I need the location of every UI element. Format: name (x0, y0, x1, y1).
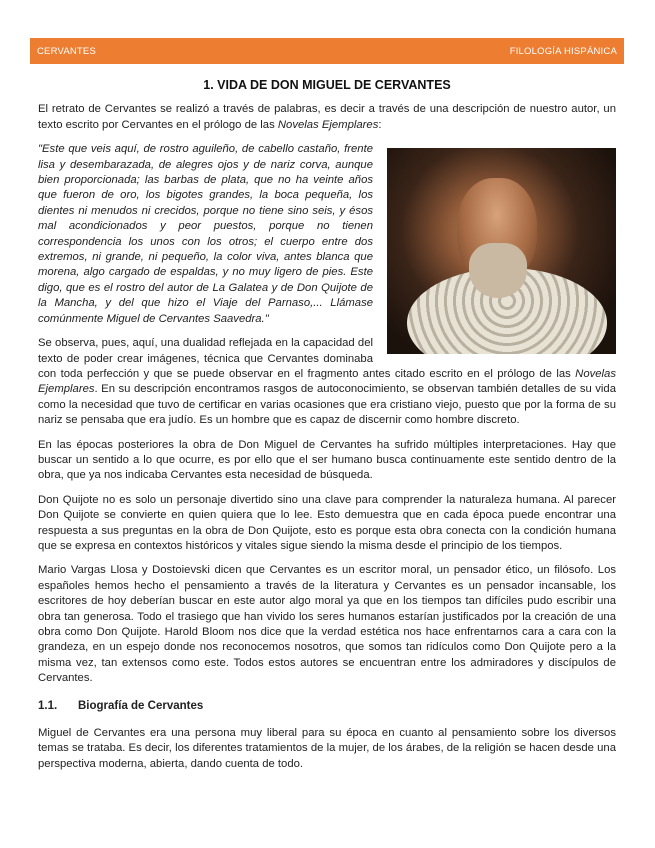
quote-paragraph: "Este que veis aquí, de rostro aguileño, de cabello castaño, frente lisa y desembarazada, de alegres ojos y de nariz corva, aunque bien proporcionada; las barbas de plata, que no ha veinte años que fueron de oro, los bigotes grandes, la boca pequeña, los dientes ni menudos ni crecidos, porque no tiene sino seis, y ésos mal acondicionados y peor puestos, porque no tienen correspondencia los unos con los otros; el cuerpo entre dos extremos, ni grande, ni pequeño, la color viva, antes blanca que morena, algo cargado de espaldas, y no muy ligero de pies. Este digo, que es el rostro del autor de La Galatea y de Don Quijote de la Mancha, y del que hizo el Viaje del Parnaso,... Llámase comúnmente Miguel de Cervantes Saavedra." (38, 143, 373, 325)
page-header (30, 38, 624, 64)
document-body (38, 78, 616, 781)
p2-text-a: Se observa, pues, aquí, una dualidad reflejada en la capacidad del texto de poder crear imágenes, técnica que Cervantes dominaba con toda perfección y que se puede observar en el fragmento antes citado escrito en el prólogo de las (38, 337, 576, 380)
section-heading (38, 699, 616, 714)
header-left: CERVANTES (37, 45, 96, 57)
paragraph-3: En las épocas posteriores la obra de Don Miguel de Cervantes ha sufrido múltiples interpretaciones. Hay que buscar un sentido a lo que ocurre, es por ello que el ser humano busca continuamente este sentido dentro de la obra, que ya nos indicaba Cervantes esta necesidad de búsqueda. (38, 438, 616, 482)
header-right: FILOLOGÍA HISPÁNICA (509, 45, 617, 57)
section-number: 1.1. (38, 699, 58, 712)
intro-paragraph (38, 102, 616, 133)
section-title: Biografía de Cervantes (78, 699, 204, 712)
intro-italic: Novelas Ejemplares (277, 118, 379, 131)
page-title: 1. VIDA DE DON MIGUEL DE CERVANTES (203, 78, 451, 92)
p2-italic: Novelas Ejemplares (38, 367, 616, 396)
paragraph-6: Miguel de Cervantes era una persona muy liberal para su época en cuanto al pensamiento sobre los diversos temas se trataba. Es decir, los diferentes tratamientos de la mujer, de los árabes, de la religión se hacen desde una perspectiva moderna, abierta, dando cuenta de todo. (38, 727, 616, 770)
intro-end: : (378, 118, 382, 131)
intro-text: El retrato de Cervantes se realizó a través de palabras, es decir a través de una descripción de nuestro autor, un texto escrito por Cervantes en el prólogo de las (38, 103, 616, 131)
paragraph-4: Don Quijote no es solo un personaje divertido sino una clave para comprender la naturaleza humana. Al parecer Don Quijote se convierte en quien quiera que lo lee. Esto demuestra que en cada época puede encontrar una respuesta a sus preguntas en la obra de Don Quijote, esto es porque esta obra conecta con la condición humana que se expresa en contextos históricos y vitales sigue siendo la misma desde el principio de los tiempos. (38, 493, 616, 552)
paragraph-5: Mario Vargas Llosa y Dostoievski dicen que Cervantes es un escritor moral, un pensador ético, un filósofo. Los españoles hemos hecho el pensamiento a través de la literatura y Cervantes es un pensador incansable, los escritores de hoy deberían buscar en este autor algo moral ya que en los tiempos tan difíciles pudo escribir una obra tan generosa. Todo el trasiego que han vivido los seres humanos estarían justificados por la creación de una obra como Don Quijote. Harold Bloom nos dice que la verdad estética nos hace enfrentarnos cara a cara con la grandeza, en un espejo donde nos reconocemos nosotros, que somos tan ridículos como Don Quijote pero a la misma vez, tan extensos como este. Todos estos autores se encuentran entre los admiradores y discípulos de Cervantes. (38, 564, 616, 685)
p2-text-b: . En su descripción encontramos rasgos de autoconocimiento, se observan también detalles de su vida como la necesidad que tuvo de certificar en varias ocasiones que era cristiano viejo, puesto que por la forma de su nariz se pensaba que era judío. Es un hombre que es capaz de discernir como hombre discreto. (38, 383, 616, 427)
cervantes-portrait-image (387, 148, 616, 354)
